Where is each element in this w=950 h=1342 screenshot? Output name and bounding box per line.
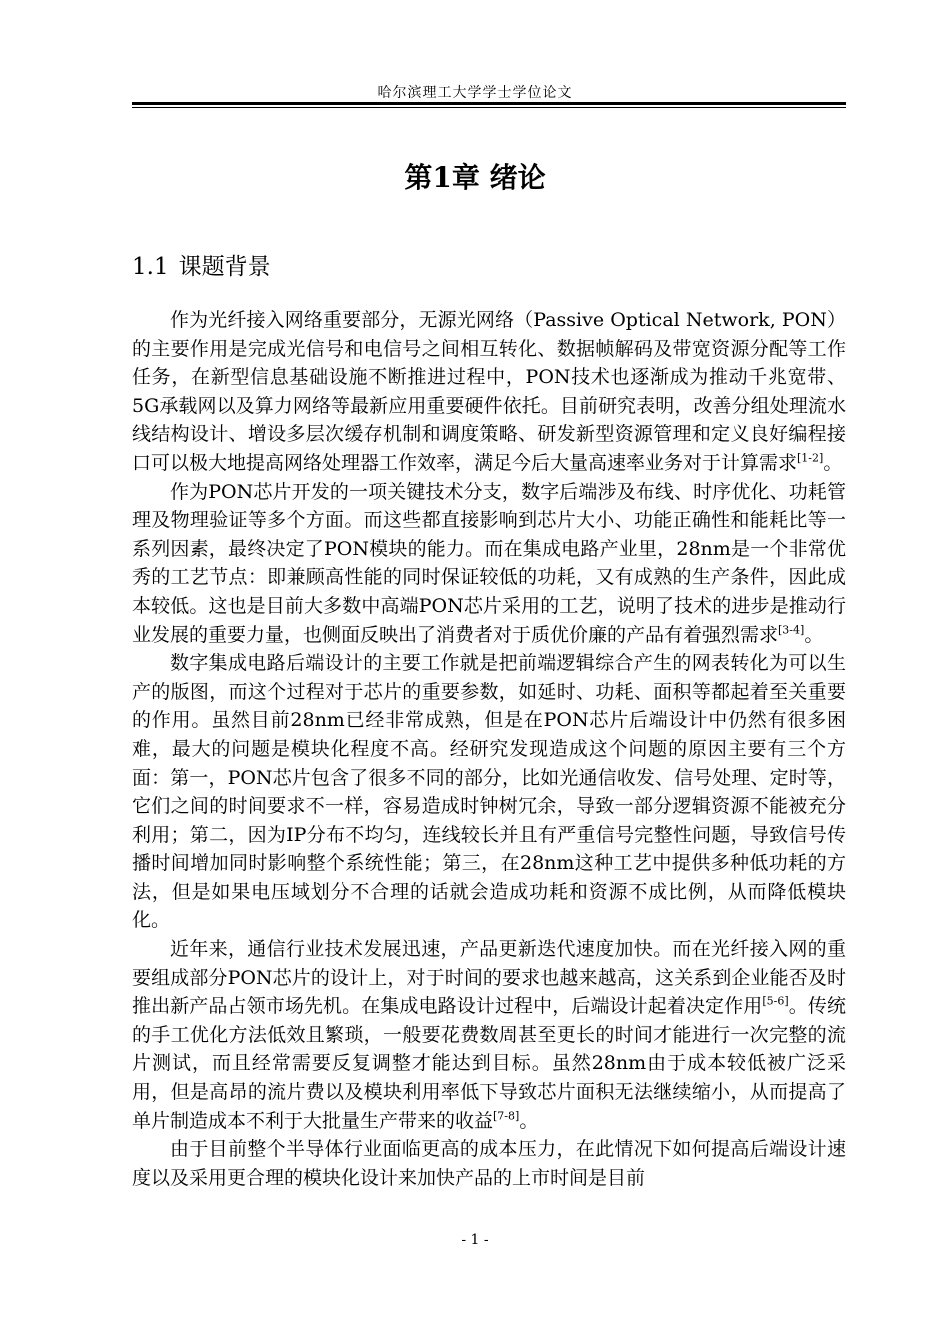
header-rule-thin: [132, 107, 846, 108]
paragraph-text: 作为光纤接入网络重要部分，无源光网络（Passive Optical Network, PON）的主要作用是完成光信号和电信号之间相互转化、数据帧解码及带宽资源分配等工作任务，在新型信息基础设施不断推进过程中，PON技术也逐渐成为推动千兆宽带、5G承载网以及算力网络等最新应用重要硬件依托。目前研究表明，改善分组处理流水线结构设计、增设多层次缓存机制和调度策略、研发新型资源管理和定义良好编程接口可以极大地提高网络处理器工作效率，满足今后大量高速率业务对于计算需求: [132, 309, 846, 474]
citation: [3-4]: [778, 623, 805, 637]
paragraph-3: [132, 649, 846, 935]
paragraph-1: [132, 306, 846, 478]
paragraph-text: 数字集成电路后端设计的主要工作就是把前端逻辑综合产生的网表转化为可以生产的版图，而这个过程对于芯片的重要参数，如延时、功耗、面积等都起着至关重要的作用。虽然目前28nm已经非常成熟，但是在PON芯片后端设计中仍然有很多困难，最大的问题是模块化程度不高。经研究发现造成这个问题的原因主要有三个方面：第一，PON芯片包含了很多不同的部分，比如光通信收发、信号处理、定时等，它们之间的时间要求不一样，容易造成时钟树冗余，导致一部分逻辑资源不能被充分利用；第二，因为IP分布不均匀，连线较长并且有严重信号完整性问题，导致信号传播时间增加同时影响整个系统性能；第三，在28nm这种工艺中提供多种低功耗的方法，但是如果电压域划分不合理的话就会造成功耗和资源不成比例，从而降低模块化。: [132, 652, 846, 932]
header-rule-thick: [132, 102, 846, 105]
paragraph-text: 作为PON芯片开发的一项关键技术分支，数字后端涉及布线、时序优化、功耗管理及物理验证等多个方面。而这些都直接影响到芯片大小、功能正确性和能耗比等一系列因素，最终决定了PON模块的能力。而在集成电路产业里，28nm是一个非常优秀的工艺节点：即兼顾高性能的同时保证较低的功耗，又有成熟的生产条件，因此成本较低。这也是目前大多数中高端PON芯片采用的工艺，说明了技术的进步是推动行业发展的重要力量，也侧面反映出了消费者对于质优价廉的产品有着强烈需求: [132, 480, 846, 646]
citation: [7-8]: [493, 1109, 520, 1123]
section-heading: [132, 248, 271, 281]
paragraph-5: [132, 1135, 846, 1192]
paragraph-2: [132, 478, 846, 650]
section-title-text: 课题背景: [178, 254, 271, 280]
paragraph-end: 。: [804, 623, 824, 646]
citation: [5-6]: [762, 994, 789, 1008]
paragraph-text: 近年来，通信行业技术发展迅速，产品更新迭代速度加快。而在光纤接入网的重要组成部分PON芯片的设计上，对于时间的要求也越来越高，这关系到企业能否及时推出新产品占领市场先机。在集成电路设计过程中，后端设计起着决定作用: [132, 938, 846, 1018]
page-number: - 1 -: [461, 1232, 489, 1248]
chapter-title: 第1章 绪论: [404, 161, 546, 194]
section-number: 1.1: [132, 254, 169, 280]
body-text: [132, 306, 846, 1192]
running-header: 哈尔滨理工大学学士学位论文: [377, 85, 573, 101]
paragraph-end: 。传统的手工优化方法低效且繁琐，一般要花费数周甚至更长的时间才能进行一次完整的流片测试，而且经常需要反复调整才能达到目标。虽然28nm由于成本较低被广泛采用，但是高昂的流片费以及模块利用率低下导致芯片面积无法继续缩小，从而提高了单片制造成本不利于大批量生产带来的收益: [132, 995, 846, 1132]
paragraph-end: 。: [519, 1109, 539, 1132]
paragraph-4: [132, 935, 846, 1135]
paragraph-end: 。: [823, 451, 843, 474]
paragraph-text: 由于目前整个半导体行业面临更高的成本压力，在此情况下如何提高后端设计速度以及采用更合理的模块化设计来加快产品的上市时间是目前: [132, 1138, 846, 1189]
citation: [1-2]: [797, 451, 824, 465]
